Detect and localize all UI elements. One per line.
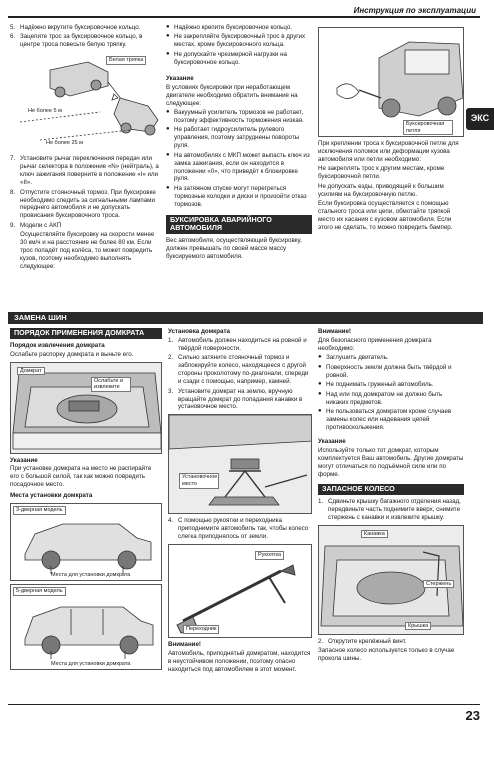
ring-bullets (166, 24, 312, 67)
jack-usage-heading: ПОРЯДОК ПРИМЕНЕНИЯ ДОМКРАТА (10, 328, 162, 339)
list-item: ● Не поднимать груженый автомобиль. (318, 381, 464, 389)
jack-install-figure (168, 414, 312, 514)
jack-extract-title: Порядок извлечения домкрата (10, 341, 105, 349)
top-right-column (318, 24, 464, 233)
akp-text: Осуществляйте буксировку на скорости менее 30 км/ч и на расстояние не более 80 км. Если трос попадёт под колёса, то может повредить кузов, поэтому необходимо выполнять следующее: (20, 231, 155, 270)
towing-steps-list (10, 24, 160, 49)
jack-note-title: Указание (10, 456, 38, 464)
max-25m-label: Не более 25 м (46, 140, 83, 147)
right-para-4: Если буксировка осуществляется с помощью стального троса или цепи, обмотайте тряпкой место их касания с кузовом автомобиля. Если этого не сделать, то можно повредить бампер. (318, 200, 453, 231)
install-steps (168, 337, 312, 411)
install-step-4 (168, 517, 312, 541)
handle-label: Рукоятка (255, 551, 284, 560)
list-item: ● Не работает гидроусилитель рулевого управления, поэтому затруднены повороты руля. (166, 126, 312, 150)
jack-storage-figure (10, 362, 162, 454)
list-item: ● Поверхность земли должна быть твёрдой и ровной. (318, 364, 464, 380)
groove-label: Канавка (361, 530, 388, 539)
list-item: 5. Надёжно вкрутите буксировочное кольцо. (10, 24, 141, 31)
towing-steps-list-2 (10, 155, 160, 229)
spare-steps (318, 498, 464, 522)
list-item: 9. Модели с АКП (10, 221, 62, 229)
towing-figure (10, 52, 160, 152)
footer-rule (8, 704, 480, 705)
model-3door-label: 3-дверная модель (13, 506, 66, 515)
safety-note-title: Указание (318, 437, 346, 445)
towing-loop-label: Буксировочная петля (403, 120, 453, 135)
bottom-mid-column (168, 328, 312, 675)
spare-wheel-figure (318, 525, 464, 635)
bottom-right-column (318, 328, 464, 665)
bottom-left-column (10, 328, 162, 673)
model-5door-label: 5-дверная модель (13, 587, 66, 596)
list-item: 1. Сдвиньте крышку багажного отделения назад, передвиньте часть поднимите вверх, снимите стержень с канавки и извлеките крышку. (318, 498, 461, 521)
note-text: В условиях буксировки при неработающем двигателе необходимо обратить внимание на следующее: (166, 83, 298, 107)
jack-points-3door-figure (10, 503, 162, 581)
jack-note-text: При установке домкрата на место не распирайте его с большой силой, так как можно повредить посадочное место. (10, 465, 152, 489)
page-header (8, 6, 480, 18)
list-item: 8. Отпустите стояночный тормоз. При буксировке необходимо следить за сигнальными лампами переднего автомобиля и не допускать провисания буксировочного троса. (10, 188, 156, 220)
adapter-label: Переходник (183, 625, 219, 634)
loosen-label: Ослабьте и извлеките (91, 377, 131, 392)
lid-label: Крышка (405, 622, 431, 631)
jack-install-illustration (169, 415, 312, 514)
car-3door-illustration (11, 504, 162, 581)
note-bullets (166, 109, 312, 209)
emergency-towing-text: Вес автомобиля, осуществляющий буксировку, должен превышать по своей массе массу буксируемого автомобиля. (166, 236, 302, 260)
trunk-illustration (11, 363, 162, 454)
jack-points-5door-figure (10, 584, 162, 670)
right-para-1: При креплении троса к буксировочной петле для исключения поломок или деформации кузова автомобиля или петли необходимо: (318, 140, 459, 163)
white-cloth-label: Белая тряпка (106, 56, 146, 65)
max-5m-label: Не более 5 м (28, 108, 62, 115)
list-item: 6. Зацепите трос за буксировочное кольцо, в центре троса повесьте белую тряпку. (10, 33, 143, 49)
list-item: 2. Открутите крепёжный винт. (318, 637, 407, 645)
top-left-column (10, 24, 160, 272)
section-tab: ЭКС (466, 108, 494, 130)
install-warning-text: Автомобиль, приподнятый домкратом, находится в неустойчивом положении, поэтому опасно находиться под автомобилем в этот момент. (168, 650, 311, 673)
handle-adapter-figure (168, 544, 312, 638)
safety-warning-text: Для безопасного применения домкрата необходимо: (318, 336, 432, 352)
jack-place-title: Места установки домкрата (10, 492, 93, 500)
safety-warning-title: Внимание! (318, 328, 351, 335)
right-para-2: Не закреплять трос к другим местам, кроме буксировочной петли. (318, 165, 445, 181)
note-title: Указание (166, 74, 194, 82)
install-warning-title: Внимание! (168, 641, 201, 649)
top-mid-column (166, 24, 312, 262)
list-item: 1. Автомобиль должен находиться на ровной и твёрдой поверхности. (168, 336, 307, 352)
list-item: ● Не допускайте чрезмерной нагрузки на буксировочное кольцо. (166, 51, 312, 67)
list-item: ● Заглушить двигатель. (318, 354, 464, 362)
mount-point-label: Установочное место (179, 473, 219, 488)
list-item: ● Не закрепляйте буксировочный трос в других местах, кроме буксировочного кольца. (166, 33, 312, 49)
jack-place-label-2: Места для установки домкрата (51, 661, 131, 668)
towing-loop-figure (318, 27, 464, 137)
list-item: 4. С помощью рукоятки и переходника приподнимите автомобиль так, чтобы колесо слегка приподнялось от земли. (168, 517, 309, 541)
spare-text: Запасное колесо используется только в случае прокола шины. (318, 647, 455, 663)
list-item: 7. Установите рычаг переключения передач или рычаг селектора в положение «N» (нейтраль), а ключ зажигания поверните в положение «I» или «II». (10, 155, 159, 187)
tire-change-heading: ЗАМЕНА ШИН (8, 312, 483, 324)
jack-place-label-1: Места для установки домкрата (51, 572, 131, 579)
jack-extract-text: Ослабьте распорку домкрата и выньте его. (10, 350, 134, 358)
rod-label: Стержень (423, 580, 454, 589)
safety-bullets (318, 354, 464, 431)
list-item: ● Над или под домкратом не должно быть никаких предметов. (318, 391, 464, 407)
install-title: Установка домкрата (168, 328, 230, 335)
header-title: Инструкция по эксплуатации (353, 6, 476, 15)
list-item: ● На автомобилях с МКП может выпасть ключ из замка зажигания, если он находится в положении «0», что приведёт к блокировке руля. (166, 152, 312, 184)
spare-steps-2 (318, 638, 464, 646)
list-item: ● Надёжно крепите буксировочное кольцо. (166, 24, 312, 32)
list-item: ● На затяжном спуске могут перегреться тормозные колодки и диски и произойти отказ тормозов. (166, 185, 312, 209)
towing-illustration (10, 52, 160, 152)
car-5door-illustration (11, 585, 162, 670)
spare-wheel-heading: ЗАПАСНОЕ КОЛЕСО (318, 484, 464, 495)
right-para-3: Не допускать езды, приводящей к большим усилиям на буксировочную петлю. (318, 182, 444, 198)
emergency-towing-heading: БУКСИРОВКА АВАРИЙНОГО АВТОМОБИЛЯ (166, 215, 312, 234)
list-item: ● Вакуумный усилитель тормозов не работает, поэтому эффективность торможения низкая. (166, 109, 312, 125)
safety-note-text: Используйте только тот домкрат, которым комплектуется Ваш автомобиль. Другие домкраты могут отличаться по подъёмной силе или по форме. (318, 446, 464, 478)
page-number: 23 (465, 708, 480, 723)
list-item: 2. Сильно затяните стояночный тормоз и заблокируйте колесо, находящееся с другой стороны проколотому по-диагонали, спереди и сзади с помощью, например, камней. (168, 354, 309, 386)
list-item: ● Не пользоваться домкратом кроме случаев замены колес или надевания цепей противоскольжения. (318, 408, 464, 432)
list-item: 3. Установите домкрат на землю, вручную вращайте домкрат до попадания канавки в установочное место. (168, 387, 303, 411)
jack-label: Домкрат (17, 367, 45, 376)
